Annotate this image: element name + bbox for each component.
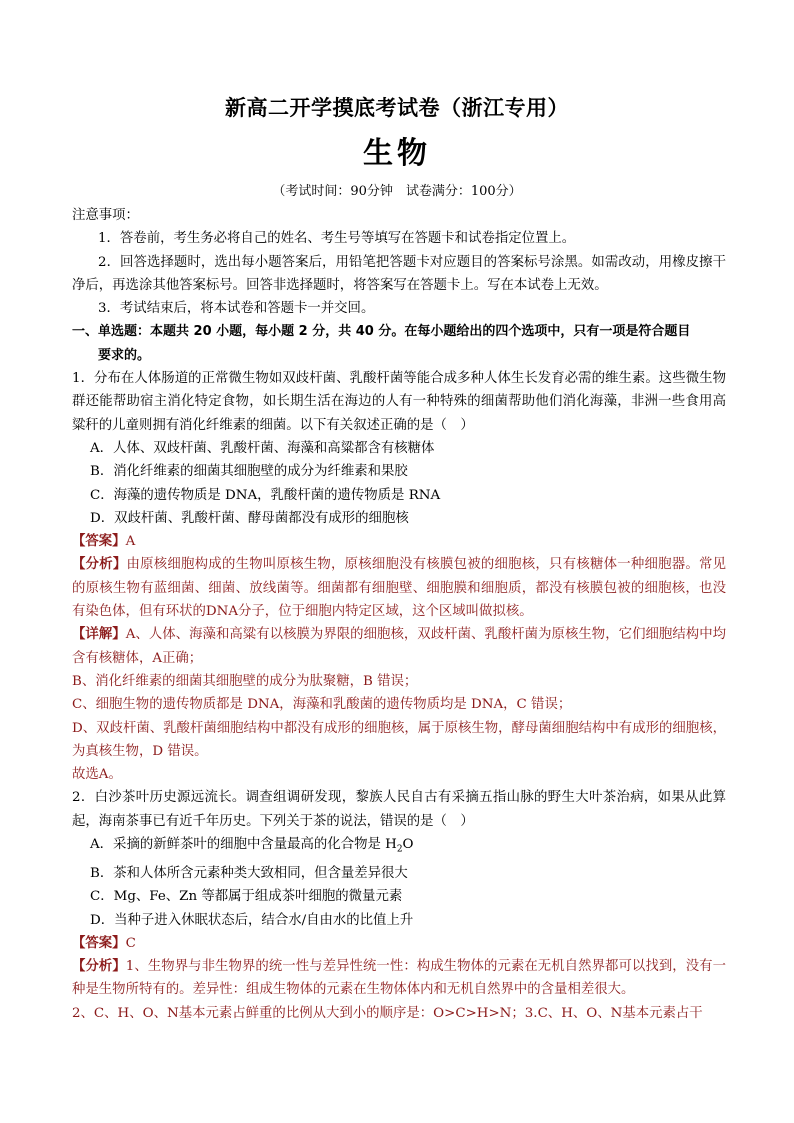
question-1-detail-d: D、双歧杆菌、乳酸杆菌细胞结构中都没有成形的细胞核，属于原核生物，酵母菌细胞结构中有成形的细胞核，为真核生物，D 错误。	[72, 720, 726, 759]
question-2-option-a	[72, 833, 726, 862]
question-1-detail-c: C、细胞生物的遗传物质都是 DNA，海藻和乳酸菌的遗传物质均是 DNA，C 错误；	[72, 697, 572, 713]
question-2-option-d: D．当种子进入休眠状态后，结合水/自由水的比值上升	[90, 912, 414, 928]
exam-title: 新高二开学摸底考试卷（浙江专用）	[225, 96, 569, 120]
option-a-text-end: O	[402, 837, 414, 853]
analysis-text: 由原核细胞构成的生物叫原核生物，原核细胞没有核膜包被的细胞核，只有核糖体一种细胞器。常见的原核生物有蓝细菌、细菌、放线菌等。细菌都有细胞壁、细胞膜和细胞质，都没有核膜包被的细胞核，也没有染色体，但有环状的DNA分子，位于细胞内特定区域，这个区域叫做拟核。	[72, 557, 727, 620]
exam-content	[72, 204, 726, 1025]
section-heading-cont: 要求的。	[98, 347, 151, 363]
question-1-option-d: D．双歧杆菌、乳酸杆菌、酵母菌都没有成形的细胞核	[90, 510, 409, 526]
subject-title: 生物	[363, 136, 431, 171]
question-1-conclusion: 故选A。	[72, 767, 122, 783]
question-2-stem: 2．白沙茶叶历史源远流长。调查组调研发现，黎族人民自古有采摘五指山脉的野生大叶茶治病，如果从此算起，海南茶事已有近千年历史。下列关于茶的说法，错误的是（ ）	[72, 790, 726, 829]
question-1-option-c: C．海藻的遗传物质是 DNA，乳酸杆菌的遗传物质是 RNA	[90, 487, 441, 503]
answer-value: C	[125, 935, 136, 951]
analysis-text: 1、生物界与非生物界的统一性与差异性统一性：构成生物体的元素在无机自然界都可以找到，没有一种是生物所特有的。差异性：组成生物体的元素在生物体体内和无机自然界中的含量相差很大。	[72, 959, 726, 998]
notice-item-3: 3．考试结束后，将本试卷和答题卡一并交回。	[98, 301, 375, 317]
question-1-option-a: A．人体、双歧杆菌、乳酸杆菌、海藻和高粱都含有核糖体	[90, 440, 435, 456]
detail-text-a: A、人体、海藻和高粱有以核膜为界限的细胞核，双歧杆菌、乳酸杆菌为原核生物，它们细胞结构中均含有核糖体，A正确；	[72, 627, 727, 666]
notice-heading: 注意事项：	[72, 208, 139, 223]
detail-tag: 【详解】	[72, 627, 126, 643]
question-2-answer	[72, 932, 726, 955]
question-1-stem: 1．分布在人体肠道的正常微生物如双歧杆菌、乳酸杆菌等能合成多种人体生长发育必需的维生素。这些微生物群还能帮助宿主消化特定食物，如长期生活在海边的人有一种特殊的细菌帮助他们消化海藻，非洲一些食用高粱秆的儿童则拥有消化纤维素的细菌。以下有关叙述正确的是（ ）	[72, 371, 726, 433]
notice-item-2: 2．回答选择题时，选出每小题答案后，用铅笔把答题卡对应题目的答案标号涂黑。如需改动，用橡皮擦干净后，再选涂其他答案标号。回答非选择题时，将答案写在答题卡上。写在本试卷上无效。	[72, 254, 726, 293]
question-1-detail-b: B、消化纤维素的细菌其细胞壁的成分为肽聚糖，B 错误；	[72, 673, 418, 689]
question-1-answer	[72, 530, 726, 553]
exam-info: （考试时间：90分钟 试卷满分：100分）	[272, 184, 522, 199]
notice-item-1: 1．答卷前，考生务必将自己的姓名、考生号等填写在答题卡和试卷指定位置上。	[98, 231, 576, 247]
answer-value: A	[125, 534, 136, 550]
question-2-option-c: C．Mg、Fe、Zn 等都属于组成茶叶细胞的微量元素	[90, 889, 403, 905]
option-a-subscript: 2	[396, 844, 403, 855]
question-1-option-b: B．消化纤维素的细菌其细胞壁的成分为纤维素和果胶	[90, 464, 408, 480]
question-2-analysis	[72, 955, 726, 1002]
answer-tag: 【答案】	[72, 935, 126, 951]
section-heading: 一、单选题：本题共 20 小题，每小题 2 分，共 40 分。在每小题给出的四个选项中，只有一项是符合题目	[72, 324, 691, 340]
answer-tag: 【答案】	[72, 534, 126, 550]
question-1-detail-a	[72, 623, 726, 670]
question-2-option-b: B．茶和人体所含元素种类大致相同，但含量差异很大	[90, 865, 408, 881]
option-a-text: A．采摘的新鲜茶叶的细胞中含量最高的化合物是 H	[90, 837, 397, 853]
question-1-analysis	[72, 553, 726, 623]
analysis-tag: 【分析】	[72, 959, 126, 975]
analysis-tag: 【分析】	[72, 557, 127, 573]
question-2-analysis-cont: 2、C、H、O、N基本元素占鲜重的比例从大到小的顺序是：O>C>H>N；3.C、H、O、N基本元素占干	[72, 1005, 703, 1021]
